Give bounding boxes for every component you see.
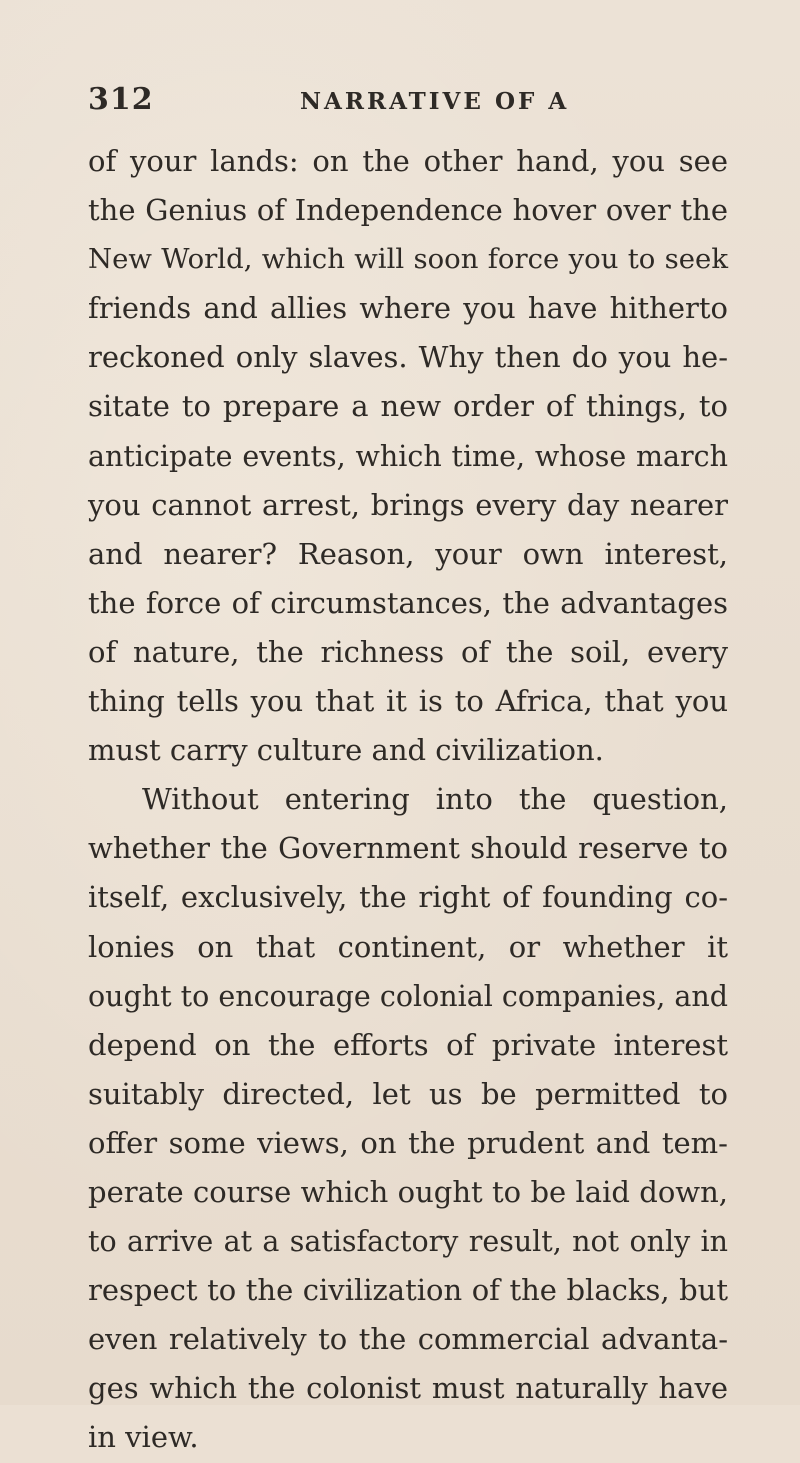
text-line: offer some views, on the prudent and tem-: [88, 1125, 728, 1160]
text-line: you cannot arrest, brings every day nearer: [88, 487, 728, 522]
text-line: sitate to prepare a new order of things, to: [88, 389, 728, 424]
running-head: NARRATIVE OF A: [300, 88, 570, 115]
page-header: [88, 82, 728, 122]
text-line: to arrive at a satisfactory result, not only in: [88, 1225, 728, 1259]
text-line: respect to the civilization of the blacks, but: [88, 1273, 728, 1308]
text-line: of your lands: on the other hand, you see: [88, 144, 728, 178]
text-line: ges which the colonist must naturally have: [88, 1371, 728, 1406]
text-line: the Genius of Independence hover over the: [88, 193, 728, 228]
paragraph-end-line: must carry culture and civilization.: [88, 733, 604, 768]
text-line: of nature, the richness of the soil, every: [88, 634, 728, 669]
page-number: 312: [88, 82, 154, 117]
paragraph-end-line: in view.: [88, 1420, 199, 1455]
text-line: the force of circumstances, the advantages: [88, 585, 728, 620]
body-text: [88, 137, 728, 1463]
text-line: anticipate events, which time, whose march: [88, 439, 728, 473]
text-line: depend on the efforts of private interest: [88, 1027, 728, 1062]
text-line: lonies on that continent, or whether it: [88, 929, 728, 964]
paragraph-first-line: Without entering into the question,: [142, 782, 728, 817]
text-line: even relatively to the commercial advanta-: [88, 1322, 728, 1357]
text-line: itself, exclusively, the right of founding co-: [88, 880, 728, 915]
text-line: thing tells you that it is to Africa, that you: [88, 684, 728, 719]
text-line: New World, which will soon force you to seek: [88, 243, 728, 276]
text-line: ought to encourage colonial companies, and: [88, 979, 728, 1013]
text-line: suitably directed, let us be permitted to: [88, 1076, 728, 1111]
text-line: reckoned only slaves. Why then do you he-: [88, 340, 728, 375]
text-line: perate course which ought to be laid down,: [88, 1174, 728, 1209]
text-line: and nearer? Reason, your own interest,: [88, 536, 728, 571]
text-line: friends and allies where you have hitherto: [88, 291, 728, 326]
text-line: whether the Government should reserve to: [88, 831, 728, 866]
